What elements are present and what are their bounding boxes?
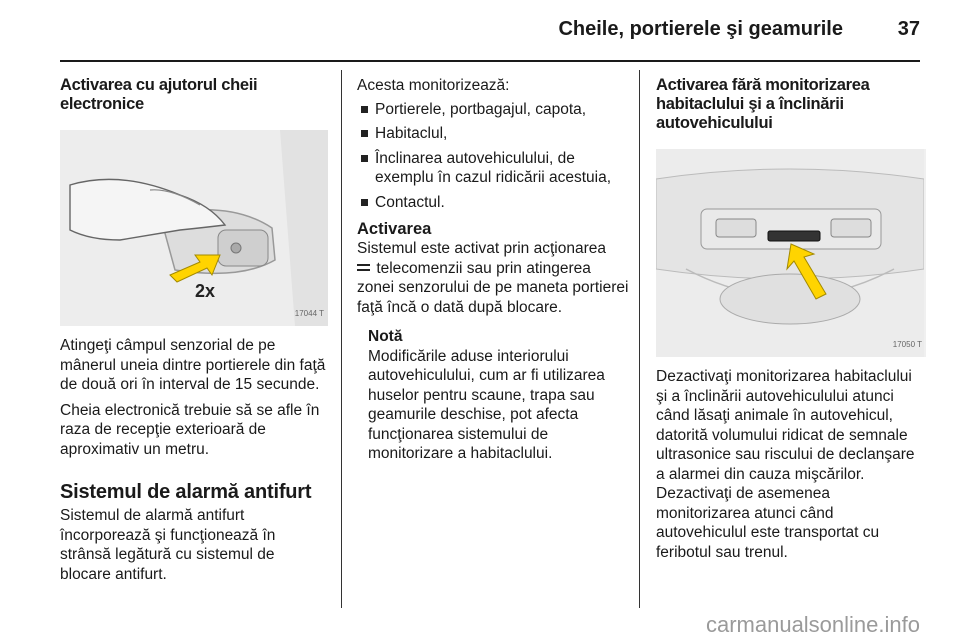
column-divider-2 [639, 70, 640, 608]
column-1 [60, 76, 328, 590]
column-2 [357, 76, 629, 464]
figure-ceiling-button [656, 149, 926, 357]
paragraph-deactivation: Dezactivaţi monitorizarea habitaclului şi a înclinării autovehiculului atunci când lăsaţi animale în autovehicul, datorită volumului ridicat de semnale ultrasonice sau riscului de declanşare a alarmei din cauza mişcărilor. Dezactivaţi de asemenea monitorizarea atunci când autovehiculul este transportat cu feribotul sau trenul. [656, 368, 915, 561]
watermark: carmanualsonline.info [705, 612, 920, 637]
page-header-title: Cheile, portierele şi geamurile [558, 18, 843, 40]
page-number: 37 [897, 18, 920, 40]
activation-text-after: telecomenzii sau prin atingerea zonei senzorului de pe maneta portierei faţă încă o dată după blocare. [357, 259, 629, 316]
door-handle-illustration [60, 130, 328, 326]
list-item: Portierele, portbagajul, capota, [357, 100, 629, 120]
note-text: Modificările aduse interiorului autovehiculului, cum ar fi utilizarea huselor pentru scaune, trapa sau geamurile deschise, pot afecta funcţionarea sistemului de monitorizare a habitaclului. [368, 347, 605, 463]
column-divider-1 [341, 70, 342, 608]
heading-activation: Activarea [357, 220, 432, 238]
monitor-intro: Acesta monitorizează: [357, 77, 510, 94]
paragraph-alarm-system: Sistemul de alarmă antifurt încorporează şi funcţionează în strânsă legătură cu sistemul de blocare antifurt. [60, 507, 276, 583]
list-item: Habitaclul, [357, 124, 629, 144]
column-3 [656, 76, 926, 568]
header-divider [60, 60, 920, 62]
ceiling-console-illustration [656, 149, 924, 357]
note-block [368, 327, 629, 464]
list-item: Înclinarea autovehiculului, de exemplu în cazul ridicării acestuia, [357, 149, 629, 188]
figure-2x-label: 2x [195, 281, 216, 301]
figure-code: 17044 T [294, 308, 324, 318]
monitor-list [357, 100, 629, 213]
section-title-alarm: Sistemul de alarmă antifurt [60, 481, 312, 503]
paragraph-touch-sensor: Atingeţi câmpul senzorial de pe mânerul uneia dintre portierele din faţă de două ori în interval de 15 secunde. [60, 337, 326, 393]
lock-icon [357, 259, 370, 279]
paragraph-activation [357, 239, 629, 317]
figure-code: 17050 T [892, 339, 922, 349]
note-label: Notă [368, 328, 403, 346]
list-item: Contactul. [357, 193, 629, 213]
paragraph-key-range: Cheia electronică trebuie să se afle în raza de recepţie exterioară de aproximativ un metru. [60, 401, 320, 458]
figure-door-handle [60, 130, 328, 326]
heading-deactivation: Activarea fără monitorizarea habitaclului şi a înclinării autovehiculului [656, 76, 870, 132]
heading-key-activation: Activarea cu ajutorul cheii electronice [60, 76, 258, 113]
activation-text-before: Sistemul este activat prin acţionarea [357, 240, 606, 257]
